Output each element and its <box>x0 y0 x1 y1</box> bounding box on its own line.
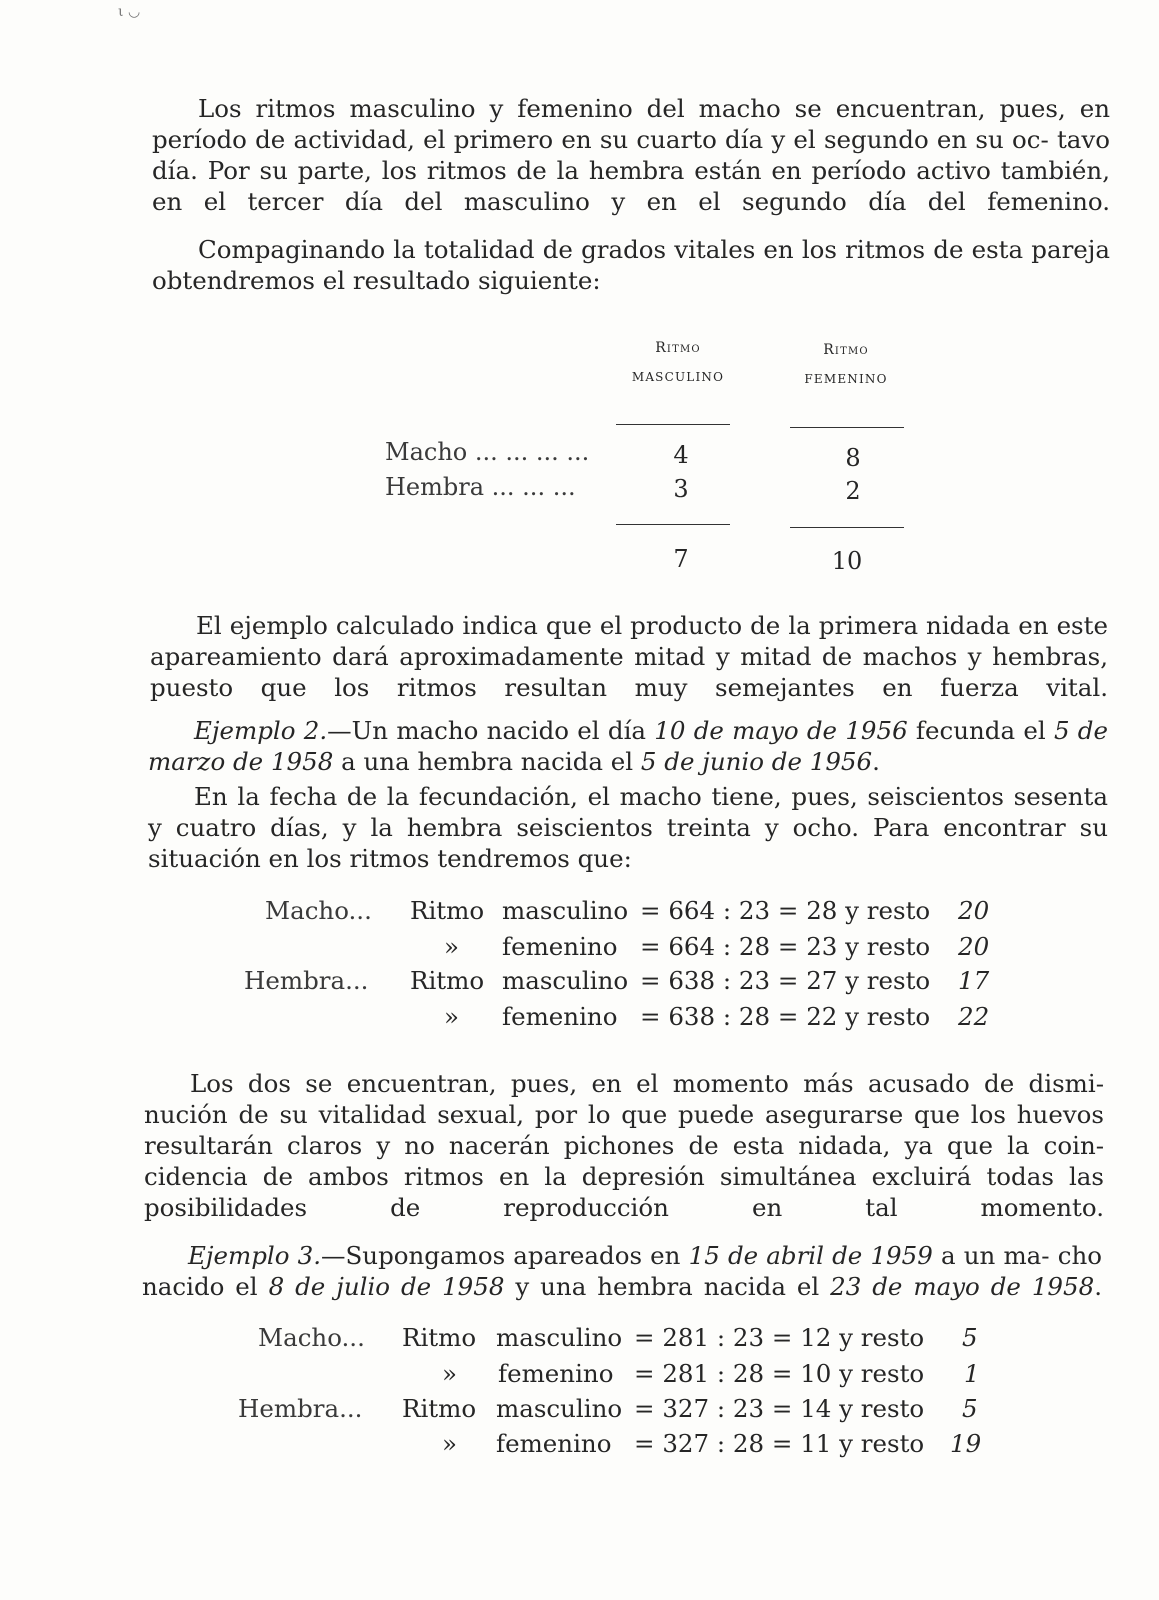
col-masculino-header <box>608 340 748 384</box>
paragraph-5 <box>148 781 1108 874</box>
calc2-kind: masculino <box>496 1394 623 1423</box>
calc2-expr: = 327 : 23 = 14 y resto <box>634 1394 925 1423</box>
calc2-rest: 19 <box>950 1429 982 1458</box>
calc1-rest: 17 <box>958 966 990 995</box>
calc2-ritmo: Ritmo <box>402 1323 477 1352</box>
ex2-text-b: fecunda el <box>907 716 1046 745</box>
total-fem: 10 <box>831 547 863 575</box>
calc1-ritmo: » <box>444 1002 459 1031</box>
corner-mark: ι ◡ <box>118 4 141 20</box>
calc1-ritmo: Ritmo <box>410 896 485 925</box>
rule-bottom-fem <box>790 527 904 528</box>
example-3-label: Ejemplo 3. <box>188 1241 322 1270</box>
calc2-who: Hembra... <box>238 1394 363 1423</box>
calc1-expr: = 638 : 28 = 22 y resto <box>640 1002 931 1031</box>
calc2-kind: masculino <box>496 1323 623 1352</box>
row-macho-label: Macho ... ... ... ... <box>385 438 590 466</box>
row-macho-fem: 8 <box>845 444 861 472</box>
calc2-ritmo: » <box>442 1359 457 1388</box>
calc2-rest: 5 <box>962 1323 978 1352</box>
p6-line-4: cidencia de ambos ritmos en la depresión simultánea excluirá todas las <box>144 1162 1104 1191</box>
p5-line-2: y cuatro días, y la hembra seiscientos treinta y ocho. Para encontrar su <box>148 813 1108 842</box>
calc1-expr: = 664 : 28 = 23 y resto <box>640 932 931 961</box>
p2-line-2: pareja obtendremos el resultado siguiente: <box>152 235 1110 295</box>
calc2-kind: femenino <box>496 1429 612 1458</box>
ex2-text-d: . <box>872 747 880 776</box>
calc2-expr: = 281 : 23 = 12 y resto <box>634 1323 925 1352</box>
col-femenino-header <box>776 342 916 386</box>
ex3-date-male: 8 de julio de 1958 <box>268 1272 505 1301</box>
ex3-text-c: cho nacido el <box>142 1241 1103 1301</box>
p3-line-1: El ejemplo calculado indica que el producto de la primera nidada en <box>196 611 1049 640</box>
calc2-rest: 5 <box>962 1394 978 1423</box>
p6-line-3: resultarán claros y no nacerán pichones de esta nidada, ya que la coin- <box>144 1131 1104 1160</box>
col-femenino-head-bottom: FEMENINO <box>804 372 888 386</box>
p6-line-5: posibilidades de reproducción en tal momento. <box>144 1193 1104 1222</box>
p1-line-4: también, en el tercer día del masculino y en el segundo día del femenino. <box>152 156 1110 216</box>
rule-bottom-masc <box>616 524 730 525</box>
row-hembra-fem: 2 <box>845 477 861 505</box>
paragraph-2 <box>152 234 1110 296</box>
paragraph-3 <box>150 610 1108 703</box>
p5-line-1: En la fecha de la fecundación, el macho tiene, pues, seiscientos sesenta <box>194 782 1108 811</box>
calc2-who: Macho... <box>258 1323 365 1352</box>
rule-top-masc <box>616 424 730 425</box>
ex3-date-female: 23 de mayo de 1958 <box>830 1272 1095 1301</box>
calc1-kind: masculino <box>502 896 629 925</box>
calc1-ritmo: Ritmo <box>410 966 485 995</box>
paragraph-1 <box>152 93 1110 217</box>
calc1-expr: = 664 : 23 = 28 y resto <box>640 896 931 925</box>
calc1-expr: = 638 : 23 = 27 y resto <box>640 966 931 995</box>
p2-line-1: Compaginando la totalidad de grados vitales en los ritmos de esta <box>198 235 1024 264</box>
calc1-kind: femenino <box>502 1002 618 1031</box>
row-hembra-label: Hembra ... ... ... <box>385 473 576 501</box>
ex3-text-d: y una hembra nacida el <box>504 1272 831 1301</box>
calc2-ritmo: » <box>442 1429 457 1458</box>
calc1-rest: 20 <box>958 932 990 961</box>
ex3-text-a: —Supongamos apareados en <box>321 1241 689 1270</box>
col-masculino-head-top: Ritmo <box>655 340 701 356</box>
calc1-rest: 20 <box>958 896 990 925</box>
p6-line-1: Los dos se encuentran, pues, en el momento más acusado de dismi- <box>190 1069 1104 1098</box>
calc2-kind: femenino <box>498 1359 614 1388</box>
calc2-ritmo: Ritmo <box>402 1394 477 1423</box>
calc1-kind: masculino <box>502 966 629 995</box>
p3-line-3: hembras, puesto que los ritmos resultan muy semejantes en fuerza vital. <box>150 642 1109 702</box>
calc2-expr: = 327 : 28 = 11 y resto <box>634 1429 925 1458</box>
ex2-date-female: 5 de junio de 1956 <box>640 747 873 776</box>
p6-line-2: nución de su vitalidad sexual, por lo que puede asegurarse que los huevos <box>144 1100 1104 1129</box>
p5-line-3: situación en los ritmos tendremos que: <box>148 844 632 873</box>
calc1-who: Macho... <box>265 896 372 925</box>
ex3-text-b: a un ma- <box>932 1241 1050 1270</box>
calc1-who: Hembra... <box>244 966 369 995</box>
ex2-date-fecundation: 5 de marzo de 1958 <box>148 716 1108 776</box>
calc1-kind: femenino <box>502 932 618 961</box>
p1-line-1: Los ritmos masculino y femenino del macho se encuentran, pues, en <box>198 94 1110 123</box>
p1-line-3: tavo día. Por su parte, los ritmos de la hembra están en período activo <box>152 125 1110 185</box>
paragraph-example-3 <box>142 1240 1102 1302</box>
ex2-text-a: —Un macho nacido el día <box>327 716 655 745</box>
col-femenino-head-top: Ritmo <box>823 342 869 358</box>
ex2-date-male: 10 de mayo de 1956 <box>654 716 908 745</box>
row-hembra-masc: 3 <box>673 475 689 503</box>
calc2-rest: 1 <box>964 1359 980 1388</box>
paragraph-example-2 <box>148 715 1108 777</box>
calc1-ritmo: » <box>444 932 459 961</box>
p1-line-2: período de actividad, el primero en su cuarto día y el segundo en su oc- <box>152 125 1049 154</box>
example-2-label: Ejemplo 2. <box>194 716 328 745</box>
p3-line-2: este apareamiento dará aproximadamente mitad y mitad de machos y <box>150 611 1108 671</box>
rule-top-fem <box>790 427 904 428</box>
ex3-text-e: . <box>1094 1272 1102 1301</box>
col-masculino-head-bottom: MASCULINO <box>631 370 725 384</box>
row-macho-masc: 4 <box>673 441 689 469</box>
total-masc: 7 <box>673 545 689 573</box>
calc2-expr: = 281 : 28 = 10 y resto <box>634 1359 925 1388</box>
ex3-date-pairing: 15 de abril de 1959 <box>688 1241 933 1270</box>
paragraph-6 <box>144 1068 1104 1223</box>
ex2-text-c: a una hembra nacida el <box>333 747 641 776</box>
calc1-rest: 22 <box>958 1002 990 1031</box>
